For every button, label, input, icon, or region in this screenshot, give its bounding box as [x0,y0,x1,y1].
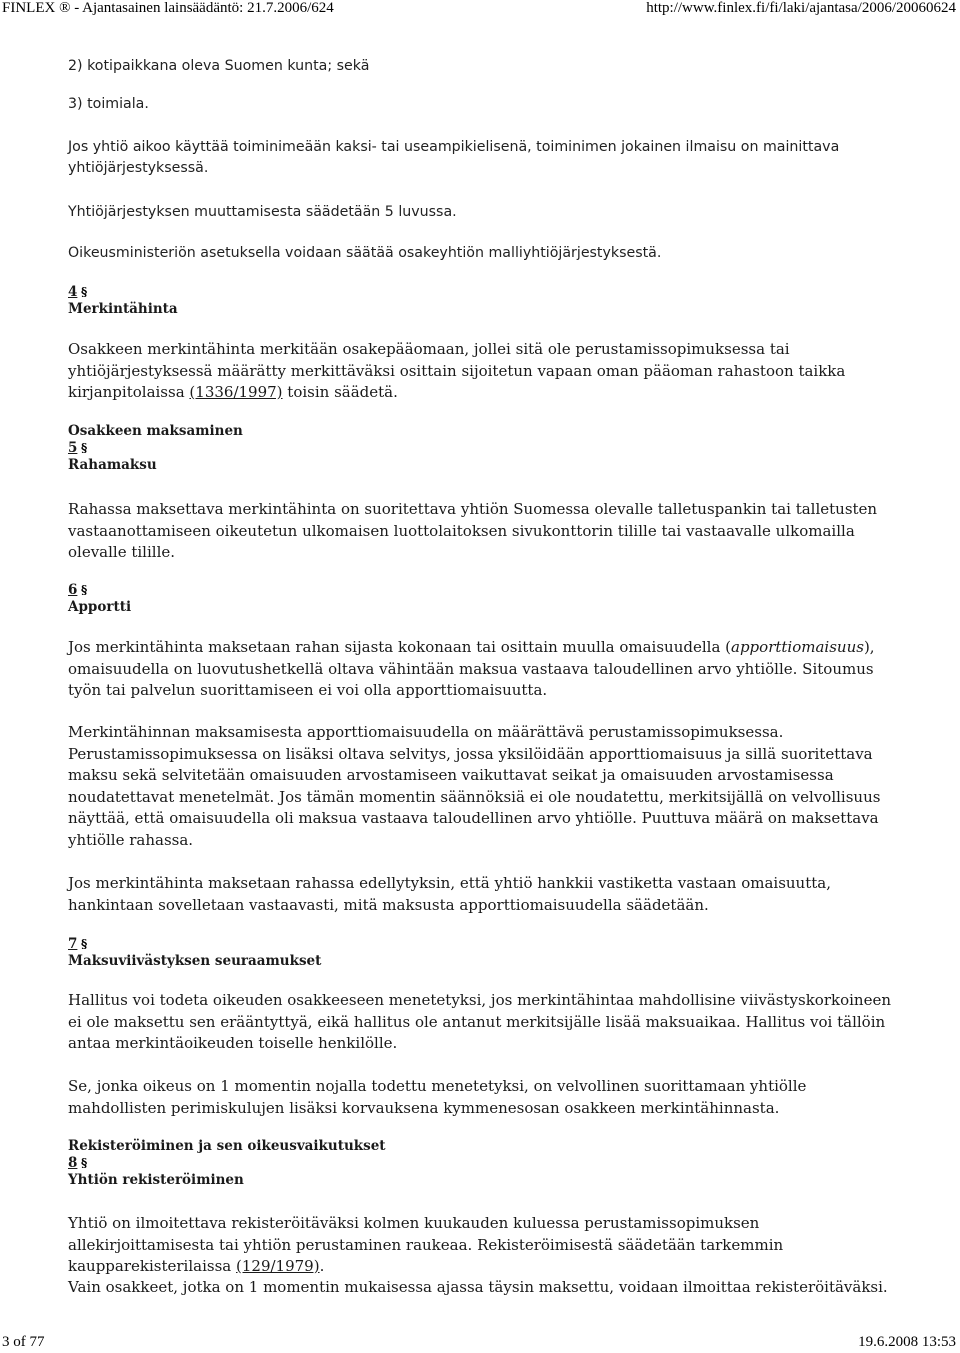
section-4-link[interactable]: 4 § [68,284,88,300]
section-6-paragraph-3: Jos merkintähinta maksetaan rahassa edellytyksin, että yhtiö hankkii vastiketta vastaan omaisuutta, hankintaan sovelletaan vastaavasti, mitä maksusta apporttiomaisuudella säädetään. [68,874,831,914]
section-6-title: Apportti [68,599,132,615]
section-6-heading [68,582,131,616]
section-7-heading [68,936,321,970]
page-counter: 3 of 77 [2,1334,45,1350]
section-5-text: Rahassa maksettava merkintähinta on suoritettava yhtiön Suomessa olevalle talletuspankin tai talletusten vastaanottamiseen oikeutetun ulkomaisen luottolaitoksen sivukonttorin tilille tai vastaavalle ulkomailla olevalle tilille. [68,500,878,561]
header-title: FINLEX ® - Ajantasainen lainsäädäntö: 21.7.2006/624 [2,0,334,16]
chapter-heading-rekisterointi: Rekisteröiminen ja sen oikeusvaikutukset 8 § Yhtiön rekisteröiminen [68,1138,386,1188]
section-7-paragraph-2: Se, jonka oikeus on 1 momentin nojalla todettu menetetyksi, on velvollinen suorittamaan yhtiölle mahdollisten perimiskulujen lisäksi korvauksena kymmenesosan osakkeen merkintähinnasta. [68,1077,807,1117]
chapter-heading-maksaminen: Osakkeen maksaminen 5 § Rahamaksu [68,423,243,473]
svg-text:§: § [81,937,88,949]
section-7-link[interactable]: 7 § [68,936,88,952]
section-sign-icon [80,441,89,453]
list-item-3: 3) toimiala. [68,96,149,112]
svg-text:§: § [81,1156,88,1168]
section-6-paragraph-1: Jos merkintähinta maksetaan rahan sijasta kokonaan tai osittain muulla omaisuudella (apporttiomaisuus), omaisuudella on luovutushetkellä oltava vähintään maksua vastaava taloudellinen arvo yhtiölle. Sitoumus työn tai palvelun suorittamiseen ei voi olla apporttiomaisuutta. [68,638,875,699]
section-8-link[interactable]: 8 § [68,1155,88,1171]
paragraph-toiminimi: Jos yhtiö aikoo käyttää toiminimeään kaksi- tai useampikielisenä, toiminimen jokainen ilmaisu on mainittava yhtiöjärjestyksessä. [68,139,840,176]
print-header [0,0,960,22]
svg-text:§: § [81,441,88,453]
section-4-text: Osakkeen merkintähinta merkitään osakepääomaan, jollei sitä ole perustamissopimuksessa tai yhtiöjärjestyksessä määrätty merkittäväksi osittain sijoitetun vapaan oman pääoman rahastoon taikka kirjanpitolaissa (1336/1997) toisin säädetä. [68,340,846,401]
section-sign-icon [80,285,89,297]
section-4-heading [68,284,178,318]
section-8-paragraph-1: Yhtiö on ilmoitettava rekisteröitäväksi kolmen kuukauden kuluessa perustamissopimuksen allekirjoittamisesta tai yhtiön perustaminen raukeaa. Rekisteröimisestä säädetään tarkemmin kaupparekisterilaissa (129/1979). [68,1214,784,1275]
print-footer [0,1334,960,1353]
list-item-2: 2) kotipaikkana oleva Suomen kunta; sekä [68,58,370,74]
section-8-paragraph-2: Vain osakkeet, jotka on 1 momentin mukaisessa ajassa täysin maksettu, voidaan ilmoittaa rekisteröitäväksi. [68,1278,888,1296]
section-4-title: Merkintähinta [68,301,178,317]
section-7-paragraph-1: Hallitus voi todeta oikeuden osakkeeseen menetetyksi, jos merkintähintaa mahdollisine viivästyskorkoineen ei ole maksettu sen erääntyttyä, eikä hallitus ole antanut merkitsijälle lisää maksuaikaa. Hallitus voi tällöin antaa merkintäoikeuden toiselle henkilölle. [68,991,891,1052]
section-sign-icon [80,583,89,595]
svg-text:§: § [81,583,88,595]
print-timestamp: 19.6.2008 13:53 [858,1334,956,1350]
header-url[interactable]: http://www.finlex.fi/fi/laki/ajantasa/2006/20060624 [646,0,956,16]
section-sign-icon [80,1156,89,1168]
section-5-title: Rahamaksu [68,457,157,473]
paragraph-asetus: Oikeusministeriön asetuksella voidaan säätää osakeyhtiön malliyhtiöjärjestyksestä. [68,245,662,261]
section-8-title: Yhtiön rekisteröiminen [68,1172,244,1188]
svg-text:§: § [81,285,88,297]
section-sign-icon [80,937,89,949]
section-6-paragraph-2: Merkintähinnan maksamisesta apporttiomaisuudella on määrättävä perustamissopimuksessa. Perustamissopimuksessa on lisäksi oltava selvitys, jossa yksilöidään apporttiomaisuus ja sillä suoritettava maksu sekä selvitetään omaisuuden arvostamiseen vaikuttavat seikat ja omaisuuden arvostamisessa noudatettavat menetelmät. Jos tämän momentin säännöksiä ei ole noudatettu, merkitsijällä on velvollisuus näyttää, että omaisuudella oli maksua vastaava taloudellinen arvo yhtiölle. Puuttuva määrä on maksettava yhtiölle rahassa. [68,723,881,849]
law-reference-link[interactable]: (1336/1997) [189,383,283,401]
paragraph-muuttaminen: Yhtiöjärjestyksen muuttamisesta säädetään 5 luvussa. [68,204,457,220]
section-5-link[interactable]: 5 § [68,440,88,456]
section-6-link[interactable]: 6 § [68,582,88,598]
section-7-title: Maksuviivästyksen seuraamukset [68,953,322,969]
law-reference-link[interactable]: (129/1979) [236,1257,320,1275]
